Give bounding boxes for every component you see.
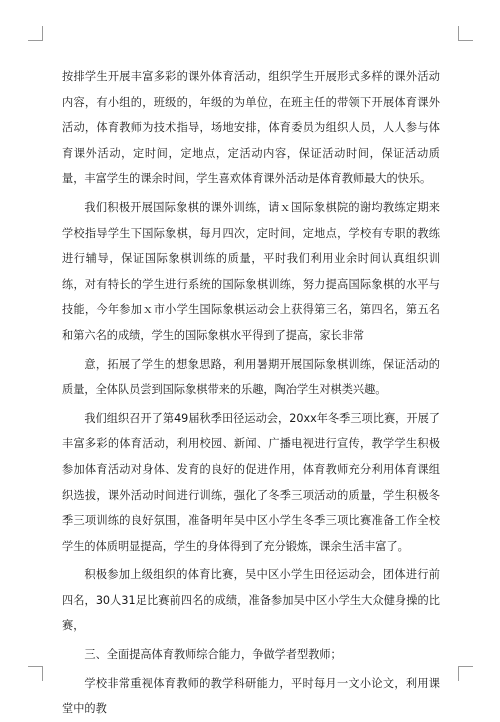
paragraph-extracurricular: 按排学生开展丰富多彩的课外体育活动，组织学生开展形式多样的课外活动内容，有小组的，班级的，年级的为单位，在班主任的带领下开展体育课外活动，体育教师为技术指导，场地安排，体育委员为组织人员，人人参与体育课外活动，定时间，定地点，定活动内容，保证活动时间，保证活动质量，丰富学生的课余时间，学生喜欢体育课外活动是体育教师最大的快乐。 (62, 70, 440, 186)
paragraph-teacher-research: 学校非常重视体育教师的教学科研能力，平时每月一文小论文，利用课堂中的教 (62, 676, 440, 716)
paragraph-competitions: 积极参加上级组织的体育比赛，吴中区小学生田径运动会，团体进行前四名，30人31足比赛前四名的成绩，准备参加吴中区小学生大众健身操的比赛， (62, 568, 440, 633)
paragraph-sports-meet: 我们组织召开了第49届秋季田径运动会，20xx年冬季三项比赛，开展了丰富多彩的体育活动，利用校园、新闻、广播电视进行宣传，教学学生积极参加体育活动对身体、发育的良好的促进作用，体育教师充分利用体育课组织选拔，课外活动时间进行训练，强化了冬季三项活动的质量，学生积极冬季三项训练的良好氛围，准备明年吴中区小学生冬季三项比赛准备工作全校学生的体质明显提高，学生的身体得到了充分锻炼，课余生活丰富了。 (62, 411, 440, 553)
document-body (62, 64, 440, 722)
crop-mark-top-right (458, 26, 473, 41)
paragraph-chess-training: 我们积极开展国际象棋的课外训练，请ｘ国际象棋院的谢均教练定期来学校指导学生下国际象棋，每月四次，定时间，定地点，学校有专职的教练进行辅导，保证国际象棋训练的质量，平时我们利用业余时间认真组织训练，对有特长的学生进行系统的国际象棋训练，努力提高国际象棋的水平与技能，今年参加ｘ市小学生国际象棋运动会上获得第三名，第四名，第五名和第六名的成绩，学生的国际象棋水平得到了提高，家长非常 (62, 200, 440, 342)
crop-mark-top-left (28, 26, 43, 41)
paragraph-chess-result: 意，拓展了学生的想象思路，利用暑期开展国际象棋训练，保证活动的质量，全体队员尝到国际象棋带来的乐趣，陶冶学生对棋类兴趣。 (62, 357, 440, 397)
section-heading-teacher-ability: 三、全面提高体育教师综合能力，争做学者型教师； (84, 648, 342, 662)
crop-mark-bottom-right (458, 666, 473, 681)
crop-mark-bottom-left (28, 666, 43, 681)
